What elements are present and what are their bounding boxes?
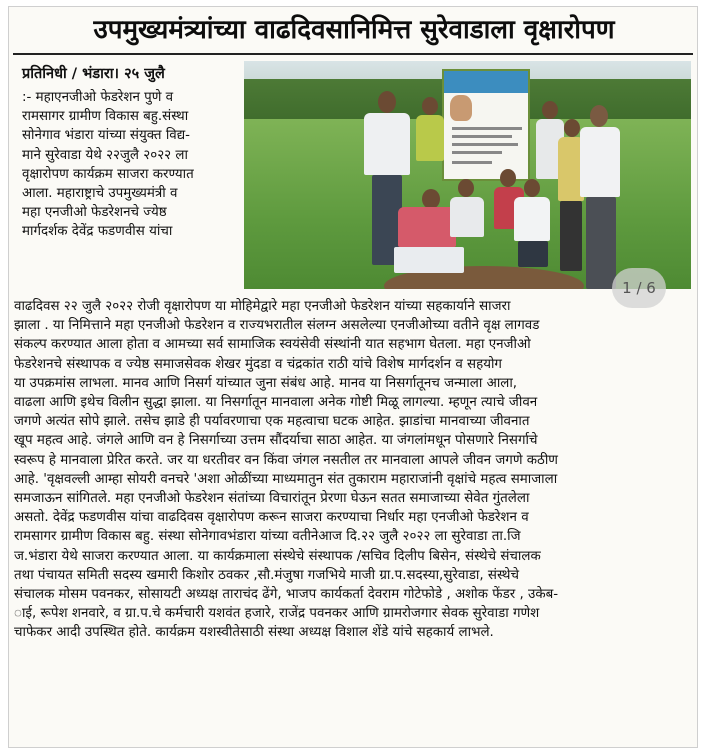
page-indicator[interactable]: 1 / 6 — [612, 268, 666, 308]
text-line: महा एनजीओ फेडरेशनचे ज्येष्ठ — [22, 205, 167, 221]
text-line: ाई, रूपेश शनवारे, व ग्रा.प.चे कर्मचारी यशवंत हजारे, राजेंद्र पवनकर आणि ग्रामरोजगार सेवक सुरेवाडा गणेश — [14, 606, 540, 622]
event-photo — [244, 61, 691, 289]
text-line: वृक्षारोपण कार्यक्रम साजरा करण्यात — [22, 166, 194, 182]
dateline: प्रतिनिधी / भंडारा। २५ जुलै — [22, 66, 165, 82]
text-line: झाला . या निमित्ताने महा एनजीओ फेडरेशन व राज्यभरातील संलग्न असलेल्या एनजीओच्या वतीने वृक्ष लागवड — [14, 318, 540, 334]
text-line: ज.भंडारा येथे साजरा करण्यात आला. या कार्यक्रमाला संस्थेचे संस्थापक /सचिव दिलीप बिसेन, संस्थेचे संचालक — [14, 548, 541, 564]
text-line: खूप महत्व आहे. जंगले आणि वन हे निसर्गाच्या उत्तम सौंदर्याचा साठा आहेत. या जंगलांमधून पोसणारे निसर्गाचे — [14, 433, 538, 449]
event-banner — [442, 69, 530, 181]
text-line: वाढदिवस २२ जुलै २०२२ रोजी वृक्षारोपण या मोहिमेद्वारे महा एनजीओ फेडरेशन यांच्या सहकार्याने साजरा — [14, 299, 511, 314]
text-line: समजाऊन सांगितले. महा एनजीओ फेडरेशन संतांच्या विचारांतून प्रेरणा घेऊन सतत समाजाच्या सेवेत गुंतलेला — [14, 491, 530, 507]
text-line: माने सुरेवाडा येथे २२जुलै २०२२ ला — [22, 147, 188, 163]
text-line: चाफेकर आदी उपस्थित होते. कार्यक्रम यशस्वीतेसाठी संस्था अध्यक्ष विशाल शेंडे यांचे सहकार्य लाभले. — [14, 625, 494, 641]
text-line: रामसागर ग्रामीण विकास बहु.संस्था — [22, 109, 189, 125]
headline-rule — [13, 53, 693, 55]
text-line: सोनेगाव भंडारा यांच्या संयुक्त विद्य- — [22, 128, 191, 144]
text-line: स्वरूप हे मानवाला प्रेरित करते. जर या धरतीवर वन किंवा जंगल नसतील तर मानवाला आपले जीवन जगणे कठीण — [14, 452, 558, 468]
text-line: रामसागर ग्रामीण विकास बहु. संस्था सोनेगावभंडारा यांच्या वतीनेआज दि.२२ जुलै २०२२ ला सुरेवाडा ता.जि — [14, 529, 521, 545]
text-line: आहे. 'वृक्षवल्ली आम्हा सोयरी वनचरे 'अशा ओळींच्या माध्यमातुन संत तुकाराम महाराजांनी वृक्षांचे महत्व समाजाला — [14, 471, 558, 487]
text-line: संचालक मोसम पवनकर, सोसायटी अध्यक्ष ताराचंद ढेंगे, भाजप कार्यकर्ता देवराम गोटेफोडे , अशोक फेंडर , उकेब- — [14, 587, 559, 603]
text-line: आला. महाराष्ट्राचे उपमुख्यमंत्री व — [22, 186, 178, 202]
text-line: :- महाएनजीओ फेडरेशन पुणे व — [22, 90, 174, 105]
text-line: मार्गदर्शक देवेंद्र फडणवीस यांचा — [22, 224, 173, 240]
text-line: जगणे अत्यंत सोपे झाले. तसेच झाडे ही पर्यावरणाचा एक महत्वाचा घटक आहेत. झाडांचा मानवाच्या जीवनात — [14, 414, 530, 430]
text-line: वाढला आणि इथेच विलीन सुद्धा झाला. या निसर्गातून मानवाला अनेक गोष्टी मिळू लागल्या. म्हणून त्याचे जीवन — [14, 395, 538, 411]
text-line: फेडरेशनचे संस्थापक व ज्येष्ठ समाजसेवक शेखर मुंदडा व चंद्रकांत राठी यांचे विशेष मार्गदर्शन व सहयोग — [14, 356, 502, 372]
text-line: संकल्प करण्यात आला होता व आमच्या सर्व सामाजिक स्वयंसेवी संस्थांनी यात सहभाग घेतला. महा एनजीओ — [14, 337, 531, 353]
text-line: या उपक्रमांस लाभला. मानव आणि निसर्ग यांच्यात जुना संबंध आहे. मानव या निसर्गातूनच जन्माला आला, — [14, 375, 518, 391]
headline: उपमुख्यमंत्र्यांच्या वाढदिवसानिमित्त सुरेवाडाला वृक्षारोपण — [93, 15, 615, 45]
text-line: तथा पंचायत समिती सदस्य खमारी किशोर ठवकर ,सौ.मंजुषा गजभिये माजी ग्रा.प.सदस्या,सुरेवाडा, संस्थेचे — [14, 567, 519, 583]
full-width-text — [14, 297, 684, 643]
text-line: असतो. देवेंद्र फडणवीस यांचा वाढदिवस वृक्षारोपण करून साजरा करण्याचा निर्धार महा एनजीओ फेडरेशन व — [14, 510, 529, 526]
left-column-text — [22, 88, 244, 242]
